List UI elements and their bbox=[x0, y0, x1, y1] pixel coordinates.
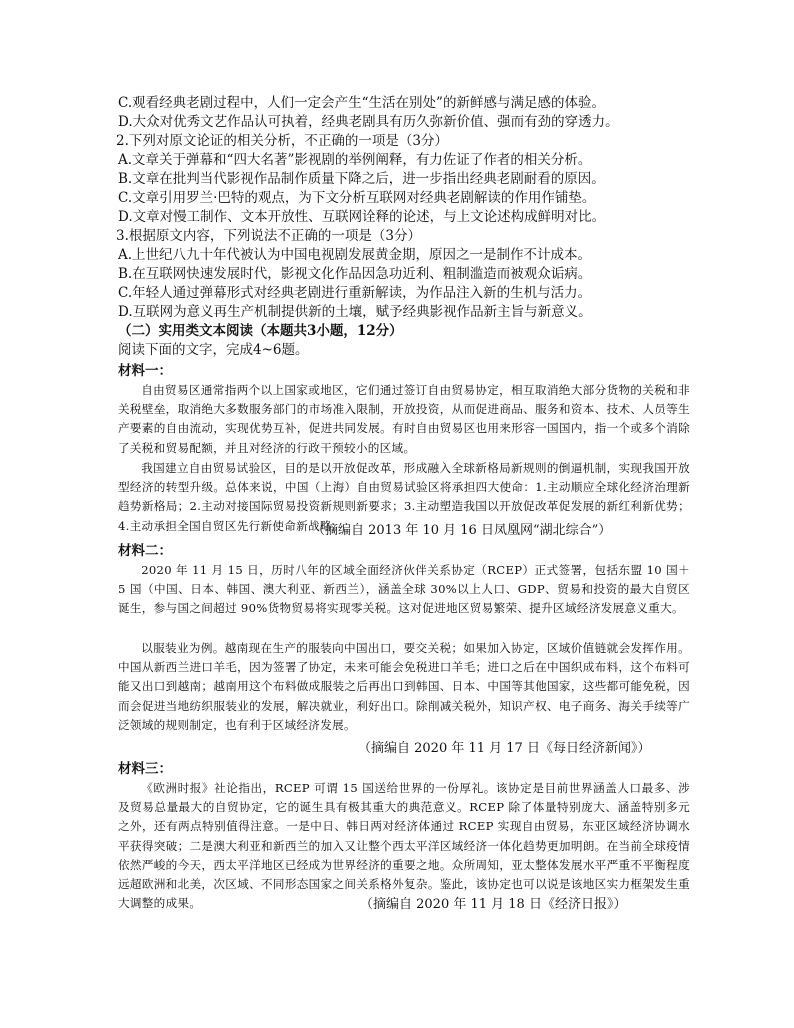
question-3: 3.根据原文内容，下列说法不正确的一项是（3分） bbox=[116, 228, 421, 244]
material-2-label: 材料二： bbox=[118, 543, 172, 559]
option-3c: C.年轻人通过弹幕形式对经典老剧进行重新解读，为作品注入新的生机与活力。 bbox=[118, 285, 592, 301]
material-2-source: （摘编自 2020 年 11 月 17 日《每日经济新闻》） bbox=[358, 741, 651, 756]
material-3-paragraph-1: 《欧洲时报》社论指出，RCEP 可谓 15 国送给世界的一份厚礼。该协定是目前世界涵盖人口最多、涉及贸易总量最大的自贸协定，它的诞生具有极其重大的典范意义。RCEP 除了体量特别庞大、涵盖特别多元之外，还有两点特别值得注意。一是中日、韩日两对经济体通过 RCEP 实现自由贸易，东亚区域经济协调水平获得突破；二是澳大利亚和新西兰的加入又让整个西太平洋区域经济一体化趋势更加明朗。在当前全球疫情依然严峻的今天，西太平洋地区已经成为世界经济的重要之地。众所周知，亚太整体发展水平严重不平衡程度远超欧洲和北美，次区域、不同形态国家之间关系格外复杂。鉴此，该协定也可以说是该地区实力框架发生重大调整的成果。 bbox=[118, 781, 690, 911]
section-instruction: 阅读下面的文字，完成4~6题。 bbox=[118, 342, 309, 358]
material-1-paragraph-2: 我国建立自由贸易试验区，目的是以开放促改革，形成融入全球新格局新规则的倒逼机制，实现我国开放型经济的转型升级。总体来说，中国（上海）自由贸易试验区将承担四大使命：1.主动顺应全球化经济治理新趋势新格局；2.主动对接国际贸易投资新规则新要求；3.主动塑造我国以开放促改革促发展的新红利新优势；4.主动承担全国自贸区先行新使命新战略。 bbox=[118, 461, 690, 533]
option-2d: D.文章对慢工制作、文本开放性、互联网诠释的论述，与上文论述构成鲜明对比。 bbox=[118, 209, 606, 225]
option-3d: D.互联网为意义再生产机制提供新的土壤，赋予经典影视作品新主旨与新意义。 bbox=[118, 304, 592, 320]
option-1d: D.大众对优秀文艺作品认可执着，经典老剧具有历久弥新价值、强而有劲的穿透力。 bbox=[118, 114, 619, 130]
material-2-paragraph-1: 2020 年 11 月 15 日，历时八年的区域全面经济伙伴关系协定（RCEP）正式签署，包括东盟 10 国＋5 国（中国、日本、韩国、澳大利亚、新西兰），涵盖全球 30%以上人口、GDP、贸易和投资的最大自贸区诞生，参与国之间超过 90%货物贸易将实现零关税。这对促进地区贸易繁荣、提升区域经济发展意义重大。 bbox=[118, 563, 690, 616]
option-3b: B.在互联网快速发展时代，影视文化作品因急功近利、粗制滥造而被观众诟病。 bbox=[118, 266, 592, 282]
question-2: 2.下列对原文论证的相关分析，不正确的一项是（3分） bbox=[116, 133, 448, 149]
option-2c: C.文章引用罗兰·巴特的观点，为下文分析互联网对经典老剧解读的作用作铺垫。 bbox=[118, 190, 596, 206]
material-1-paragraph-1: 自由贸易区通常指两个以上国家或地区，它们通过签订自由贸易协定，相互取消绝大部分货物的关税和非关税壁垒，取消绝大多数服务部门的市场准入限制，开放投资，从而促进商品、服务和资本、技术、人员等生产要素的自由流动，实现优势互补，促进共同发展。有时自由贸易区也用来形容一国国内，指一个或多个消除了关税和贸易配额，并且对经济的行政干预较小的区域。 bbox=[118, 383, 690, 455]
section-heading: （二）实用类文本阅读（本题共3小题，12分） bbox=[118, 323, 403, 339]
option-3a: A.上世纪八九十年代被认为中国电视剧发展黄金期，原因之一是制作不计成本。 bbox=[118, 247, 592, 263]
material-3-label: 材料三： bbox=[118, 761, 172, 777]
option-2a: A.文章关于弹幕和“四大名著”影视剧的举例阐释，有力佐证了作者的相关分析。 bbox=[118, 152, 592, 168]
material-1-label: 材料一： bbox=[118, 363, 172, 379]
option-2b: B.文章在批判当代影视作品制作质量下降之后，进一步指出经典老剧耐看的原因。 bbox=[118, 171, 605, 187]
option-1c: C.观看经典老剧过程中，人们一定会产生“生活在别处”的新鲜感与满足感的体验。 bbox=[118, 95, 605, 111]
material-3-source: （摘编自 2020 年 11 月 18 日《经济日报》） bbox=[360, 897, 627, 912]
material-1-source: （摘编自 2013 年 10 月 16 日凤凰网“湖北综合”） bbox=[312, 523, 612, 538]
material-2-paragraph-2: 以服装业为例。越南现在生产的服装向中国出口，要交关税；如果加入协定，区域价值链就会发挥作用。中国从新西兰进口羊毛，因为签署了协定，未来可能会免税进口羊毛；进口之后在中国织成布料，这个布料可能又出口到越南；越南用这个布料做成服装之后再出口到韩国、日本、中国等其他国家，这些都可能免税，因而会促进当地纺织服装业的发展，解决就业，利好出口。除削减关税外，知识产权、电子商务、海关手续等广泛领域的规则制定，也有利于区域经济发展。 bbox=[118, 641, 690, 732]
